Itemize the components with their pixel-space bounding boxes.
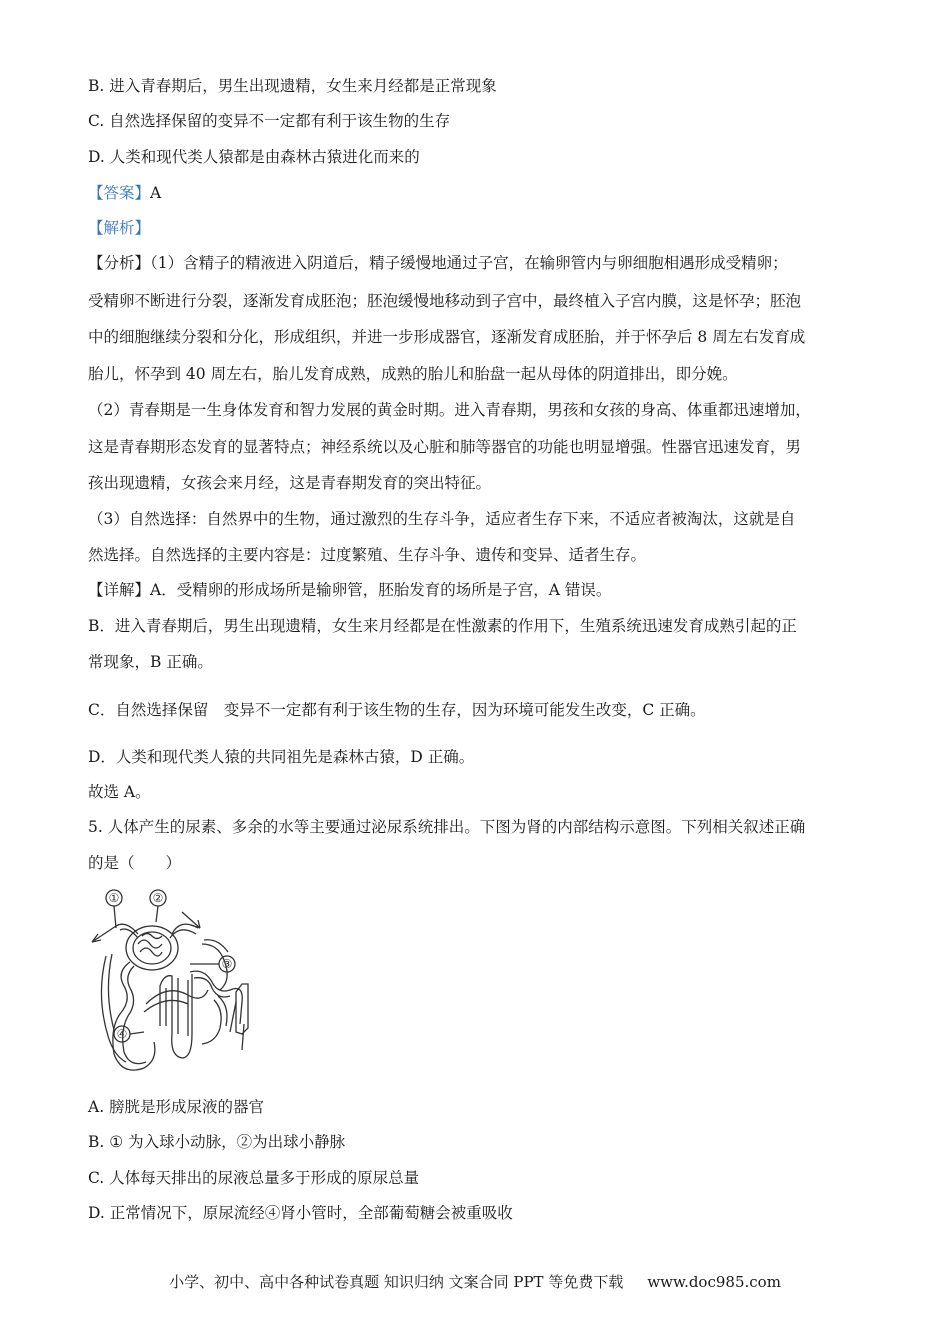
choose-line: 故选 A。 xyxy=(88,783,151,801)
detail-c: C．自然选择保留 变异不一定都有利于该生物的生存，因为环境可能发生改变，C 正确。 xyxy=(88,701,706,719)
question-5-line1: 5. 人体产生的尿素、多余的水等主要通过泌尿系统排出。下图为肾的内部结构示意图。下列相关叙述正确 xyxy=(88,818,806,836)
option-a: A. 膀胱是形成尿液的器官 xyxy=(88,1098,265,1116)
option-c-prev: C. 自然选择保留的变异不一定都有利于该生物的生存 xyxy=(88,112,451,130)
footer-text: 小学、初中、高中各种试卷真题 知识归纳 文案合同 PPT 等免费下载 xyxy=(169,1273,624,1291)
analysis-p2b: 这是青春期形态发育的显著特点；神经系统以及心脏和肺等器官的功能也明显增强。性器官迅速发育，男 xyxy=(88,438,802,456)
footer-site[interactable]: www.doc985.com xyxy=(647,1273,781,1291)
analysis-p1b: 受精卵不断进行分裂，逐渐发育成胚泡；胚泡缓慢地移动到子宫中，最终植入子宫内膜，这是怀孕；胚泡 xyxy=(88,292,802,310)
detail-d: D．人类和现代类人猿的共同祖先是森林古猿，D 正确。 xyxy=(88,748,475,766)
label-3: ③ xyxy=(221,957,233,971)
xiangjie-label: 【详解】 xyxy=(88,581,151,599)
option-b: B. ① 为入球小动脉，②为出球小静脉 xyxy=(88,1133,346,1151)
analysis-label: 【解析】 xyxy=(88,219,151,237)
analysis-p3b: 然选择。自然选择的主要内容是：过度繁殖、生存斗争、遗传和变异、适者生存。 xyxy=(88,546,647,564)
fenxi-label: 【分析】 xyxy=(88,254,151,272)
detail-a xyxy=(88,580,611,600)
detail-a-text: A．受精卵的形成场所是输卵管，胚胎发育的场所是子宫，A 错误。 xyxy=(150,581,612,599)
label-2: ② xyxy=(152,891,164,905)
analysis-p1d: 胎儿，怀孕到 40 周左右，胎儿发育成熟，成熟的胎儿和胎盘一起从母体的阴道排出，即分娩。 xyxy=(88,365,738,383)
analysis-text: （1）含精子的精液进入阴道后，精子缓慢地通过子宫，在输卵管内与卵细胞相遇形成受精卵； xyxy=(150,254,788,272)
option-b-prev: B. 进入青春期后，男生出现遗精，女生来月经都是正常现象 xyxy=(88,77,497,95)
analysis-p2c: 孩出现遗精，女孩会来月经，这是青春期发育的突出特征。 xyxy=(88,474,492,492)
label-1: ① xyxy=(108,891,120,905)
question-5-line2: 的是（ ） xyxy=(88,854,182,872)
detail-b1: B．进入青春期后，男生出现遗精，女生来月经都是在性激素的作用下，生殖系统迅速发育成熟引起的正 xyxy=(88,617,797,635)
analysis-p3a: （3）自然选择：自然界中的生物，通过激烈的生存斗争，适应者生存下来，不适应者被淘汰，这就是自 xyxy=(88,510,796,528)
analysis-p1c: 中的细胞继续分裂和分化，形成组织，并进一步形成器官，逐渐发育成胚胎，并于怀孕后 8 周左右发育成 xyxy=(88,328,806,346)
analysis-p1a xyxy=(88,253,788,273)
option-d-prev: D. 人类和现代类人猿都是由森林古猿进化而来的 xyxy=(88,148,420,166)
label-4: ④ xyxy=(116,1027,128,1041)
page-footer xyxy=(0,1271,950,1292)
option-c: C. 人体每天排出的尿液总量多于形成的原尿总量 xyxy=(88,1169,420,1187)
answer-value: A xyxy=(150,184,162,202)
kidney-nephron-diagram xyxy=(86,884,258,1072)
analysis-p2a: （2）青春期是一生身体发育和智力发展的黄金时期。进入青春期，男孩和女孩的身高、体重都迅速增加， xyxy=(88,401,811,419)
answer-line xyxy=(88,183,161,203)
option-d: D. 正常情况下，原尿流经④肾小管时，全部葡萄糖会被重吸收 xyxy=(88,1204,513,1222)
answer-label: 【答案】 xyxy=(88,184,151,202)
detail-b2: 常现象，B 正确。 xyxy=(88,653,213,671)
